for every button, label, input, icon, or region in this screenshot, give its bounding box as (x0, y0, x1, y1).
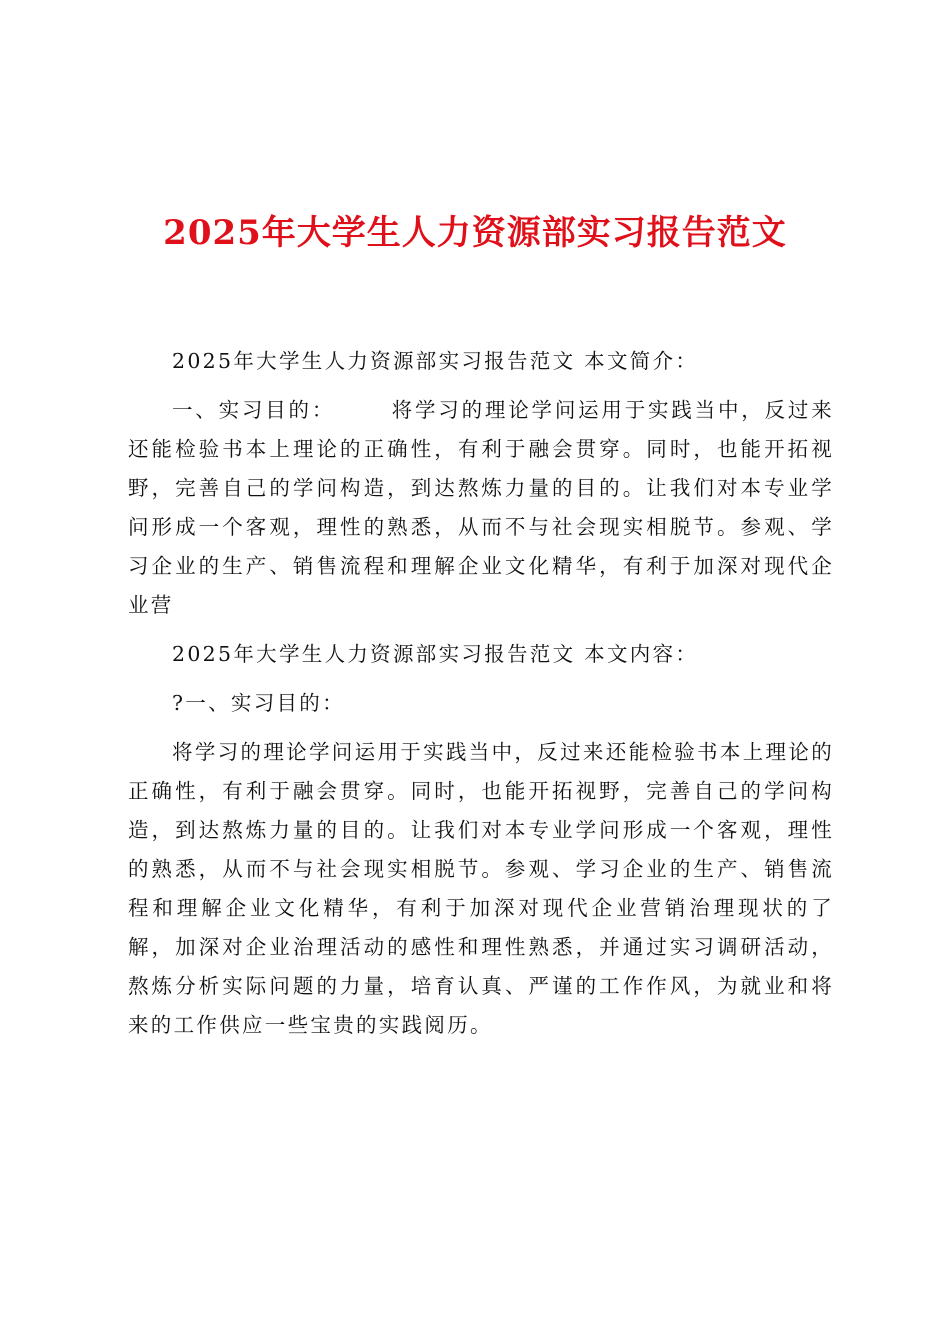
content-heading: 2025年大学生人力资源部实习报告范文 本文内容： (172, 642, 699, 666)
document-body (128, 342, 834, 1045)
content-paragraph: 将学习的理论学问运用于实践当中，反过来还能检验书本上理论的正确性，有利于融会贯穿。同时，也能开拓视野，完善自己的学问构造，到达熬炼力量的目的。让我们对本专业学问形成一个客观，理性的熟悉，从而不与社会现实相脱节。参观、学习企业的生产、销售流程和理解企业文化精华，有利于加深对现代企业营销治理现状的了解，加深对企业治理活动的感性和理性熟悉，并通过实习调研活动，熬炼分析实际问题的力量，培育认真、严谨的工作作风，为就业和将来的工作供应一些宝贵的实践阅历。 (128, 740, 834, 1037)
summary-heading: 2025年大学生人力资源部实习报告范文 本文简介： (172, 349, 699, 373)
page-title: 2025年大学生人力资源部实习报告范文 (163, 213, 787, 253)
summary-paragraph (128, 391, 834, 625)
content-section-label: ?一、实习目的： (172, 691, 345, 715)
summary-text: 将学习的理论学问运用于实践当中，反过来还能检验书本上理论的正确性，有利于融会贯穿。同时，也能开拓视野，完善自己的学问构造，到达熬炼力量的目的。让我们对本专业学问形成一个客观，理性的熟悉，从而不与社会现实相脱节。参观、学习企业的生产、销售流程和理解企业文化精华，有利于加深对现代企业营 (128, 398, 834, 617)
summary-section-label: 一、实习目的： (172, 398, 336, 422)
